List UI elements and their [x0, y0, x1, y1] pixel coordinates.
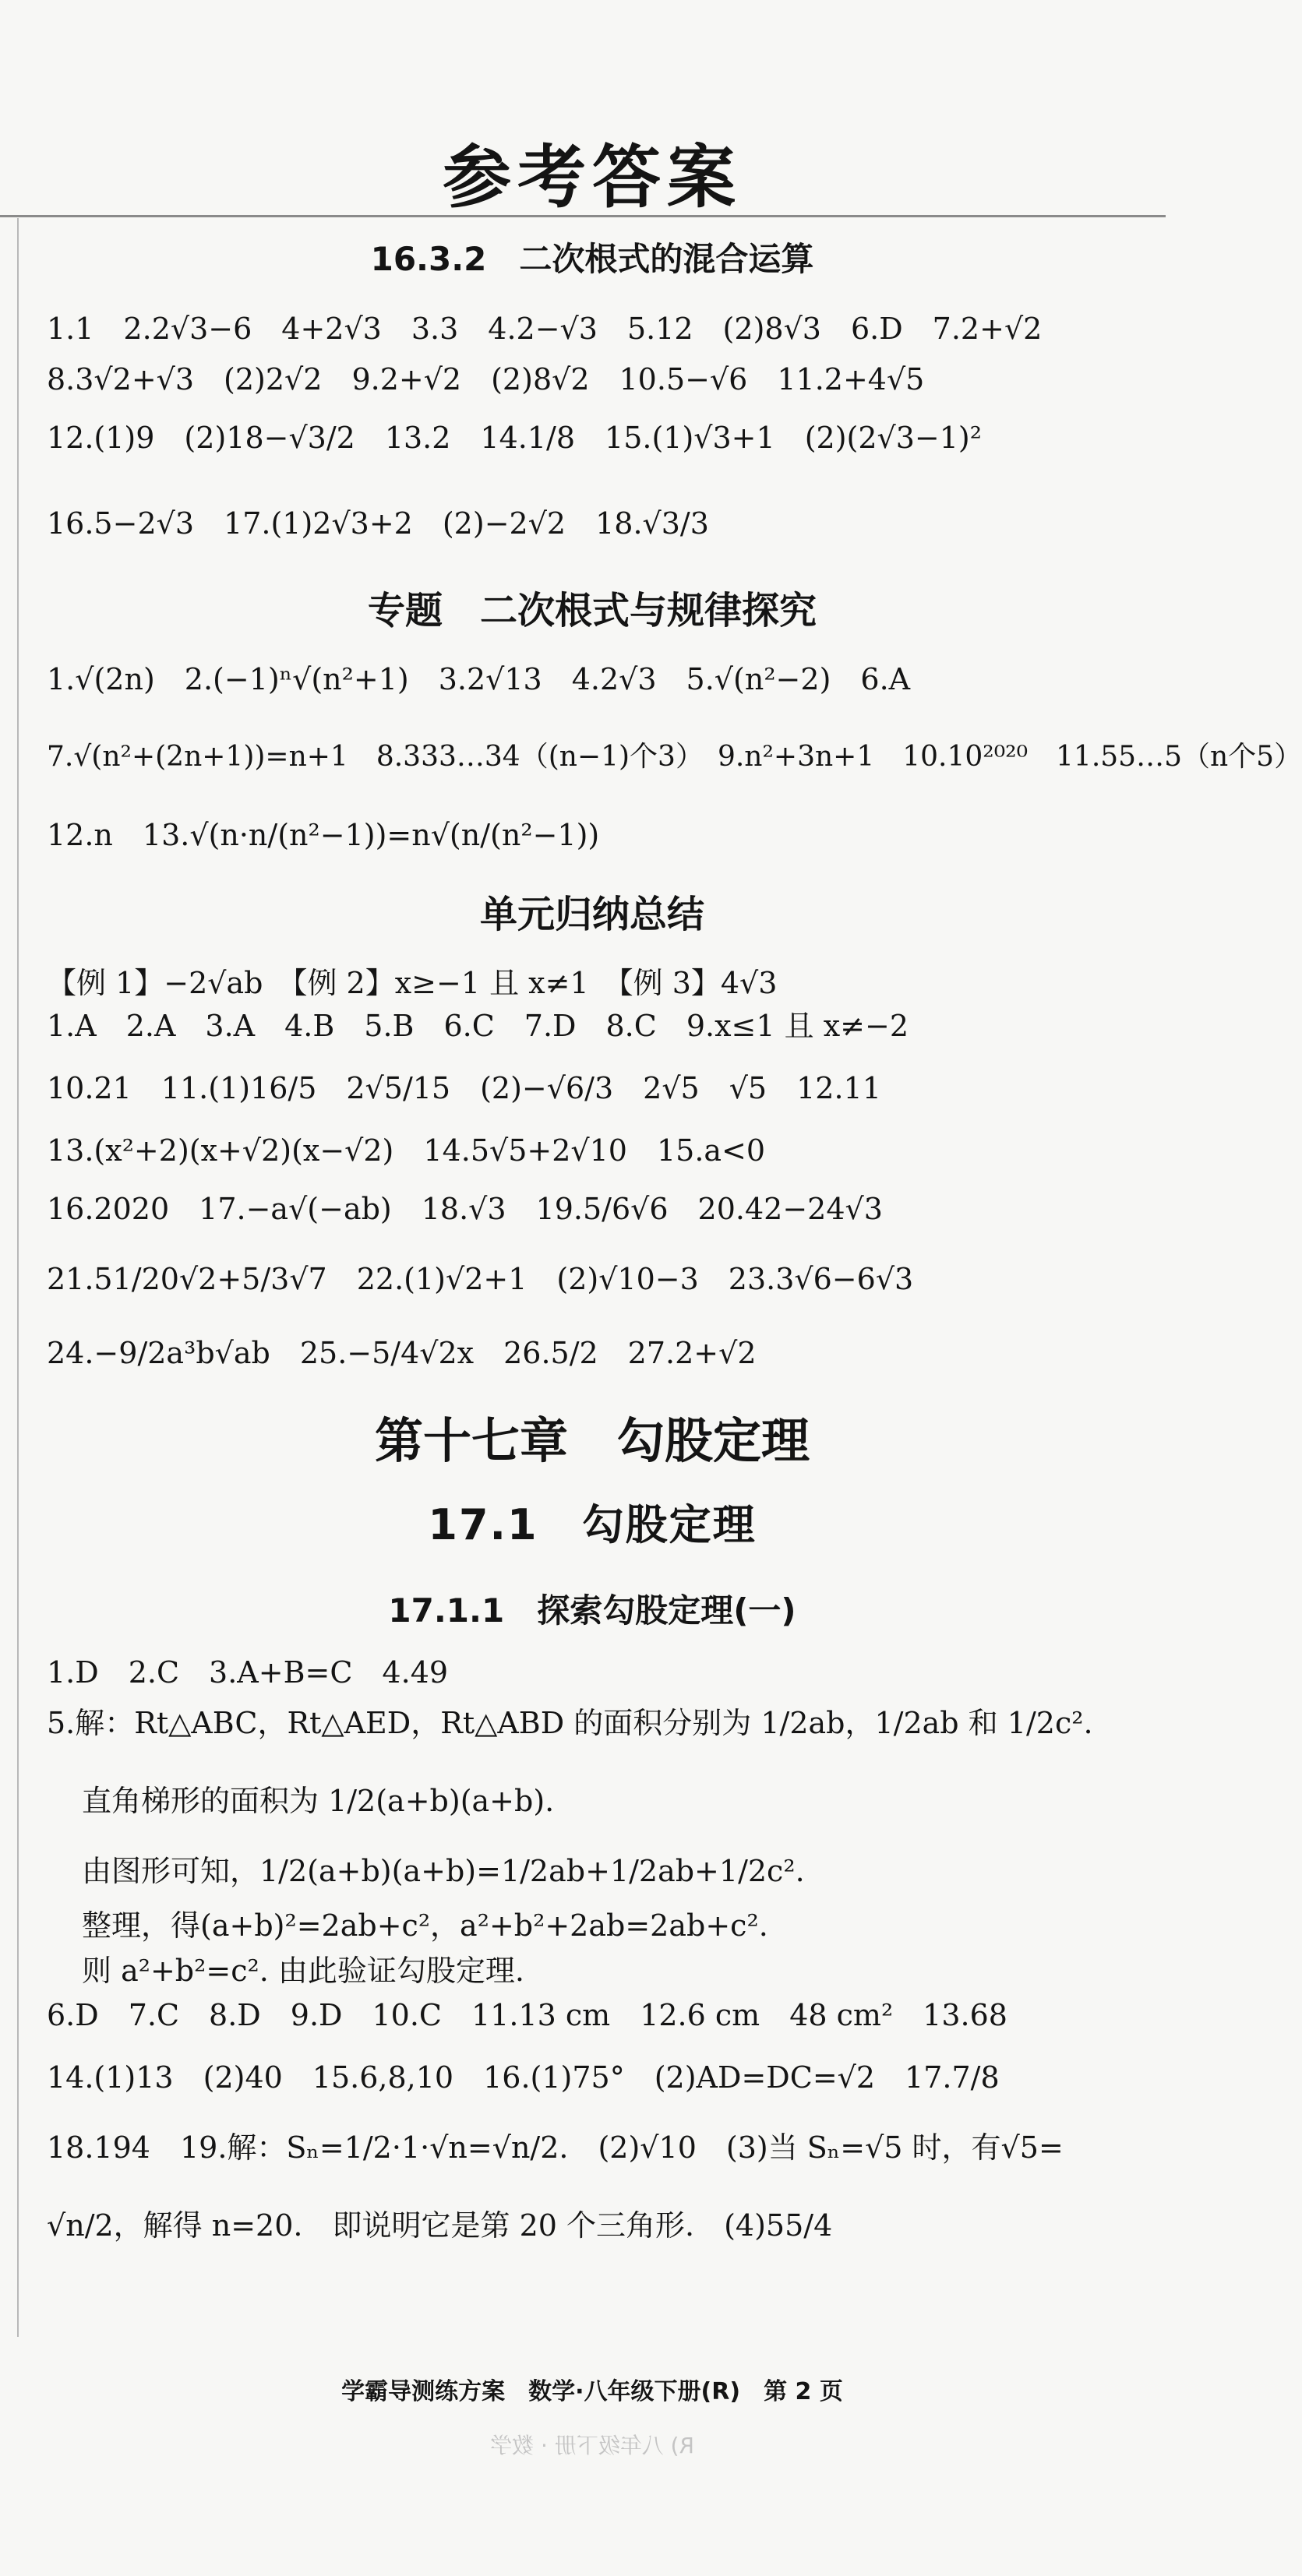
answer-line: 则 a²+b²=c². 由此验证勾股定理.	[82, 1954, 524, 1988]
answer-line: 直角梯形的面积为 1/2(a+b)(a+b).	[82, 1784, 555, 1818]
section-heading-summary: 单元归纳总结	[479, 893, 704, 936]
answer-line: 5.解：Rt△ABC，Rt△AED，Rt△ABD 的面积分别为 1/2ab，1/2ab 和 1/2c².	[47, 1706, 1093, 1740]
answer-line: 【例 1】−2√ab 【例 2】x≥−1 且 x≠1 【例 3】4√3	[47, 966, 778, 1000]
page-title: 参考答案	[442, 137, 742, 217]
page-footer: 学霸导测练方案 数学·八年级下册(R) 第 2 页	[341, 2378, 843, 2405]
answer-line: 18.194 19.解：Sₙ=1/2·1·√n=√n/2. (2)√10 (3)当 Sₙ=√5 时，有√5=	[47, 2130, 1064, 2165]
answer-line: 14.(1)13 (2)40 15.6,8,10 16.(1)75° (2)AD=DC=√2 17.7/8	[47, 2060, 1000, 2095]
answer-line: 整理，得(a+b)²=2ab+c²，a²+b²+2ab=2ab+c².	[82, 1908, 768, 1943]
section-heading-topic: 专题 二次根式与规律探究	[367, 589, 817, 633]
answer-line: 1.A 2.A 3.A 4.B 5.B 6.C 7.D 8.C 9.x≤1 且 x≠−2	[47, 1009, 909, 1043]
page-edge-line	[17, 218, 19, 2337]
answer-line: 16.5−2√3 17.(1)2√3+2 (2)−2√2 18.√3/3	[47, 506, 709, 541]
answer-line: 10.21 11.(1)16/5 2√5/15 (2)−√6/3 2√5 √5 12.11	[47, 1071, 881, 1105]
answer-line: 21.51/20√2+5/3√7 22.(1)√2+1 (2)√10−3 23.3√6−6√3	[47, 1262, 914, 1296]
answer-line: 12.n 13.√(n·n/(n²−1))=n√(n/(n²−1))	[47, 818, 600, 852]
section-heading-17-1: 17.1 勾股定理	[428, 1500, 757, 1549]
chapter-heading: 第十七章 勾股定理	[374, 1412, 810, 1469]
answer-line: 1.1 2.2√3−6 4+2√3 3.3 4.2−√3 5.12 (2)8√3 6.D 7.2+√2	[47, 312, 1043, 346]
answer-line: 13.(x²+2)(x+√2)(x−√2) 14.5√5+2√10 15.a<0	[47, 1133, 766, 1168]
answer-line: 16.2020 17.−a√(−ab) 18.√3 19.5/6√6 20.42−24√3	[47, 1192, 883, 1226]
answer-line: 12.(1)9 (2)18−√3/2 13.2 14.1/8 15.(1)√3+1 (2)(2√3−1)²	[47, 421, 982, 455]
answer-line: 7.√(n²+(2n+1))=n+1 8.333…34（(n−1)个3） 9.n²+3n+1 10.10²⁰²⁰ 11.55…5（n个5）	[47, 741, 1302, 773]
section-heading-16-3-2: 16.3.2 二次根式的混合运算	[370, 240, 814, 278]
answer-line: 1.√(2n) 2.(−1)ⁿ√(n²+1) 3.2√13 4.2√3 5.√(n²−2) 6.A	[47, 662, 911, 696]
answer-line: 6.D 7.C 8.D 9.D 10.C 11.13 cm 12.6 cm 48 cm² 13.68	[47, 1998, 1007, 2032]
answer-line: 24.−9/2a³b√ab 25.−5/4√2x 26.5/2 27.2+√2	[47, 1336, 757, 1370]
answer-line: 由图形可知，1/2(a+b)(a+b)=1/2ab+1/2ab+1/2c².	[82, 1854, 805, 1888]
subsection-heading-17-1-1: 17.1.1 探索勾股定理(一)	[388, 1591, 796, 1630]
answer-line: √n/2，解得 n=20. 即说明它是第 20 个三角形. (4)55/4	[47, 2208, 833, 2243]
bleed-through-text: R) 八年级下册 · 数学	[490, 2433, 694, 2458]
answer-line: 1.D 2.C 3.A+B=C 4.49	[47, 1655, 449, 1690]
answer-line: 8.3√2+√3 (2)2√2 9.2+√2 (2)8√2 10.5−√6 11.2+4√5	[47, 362, 925, 396]
